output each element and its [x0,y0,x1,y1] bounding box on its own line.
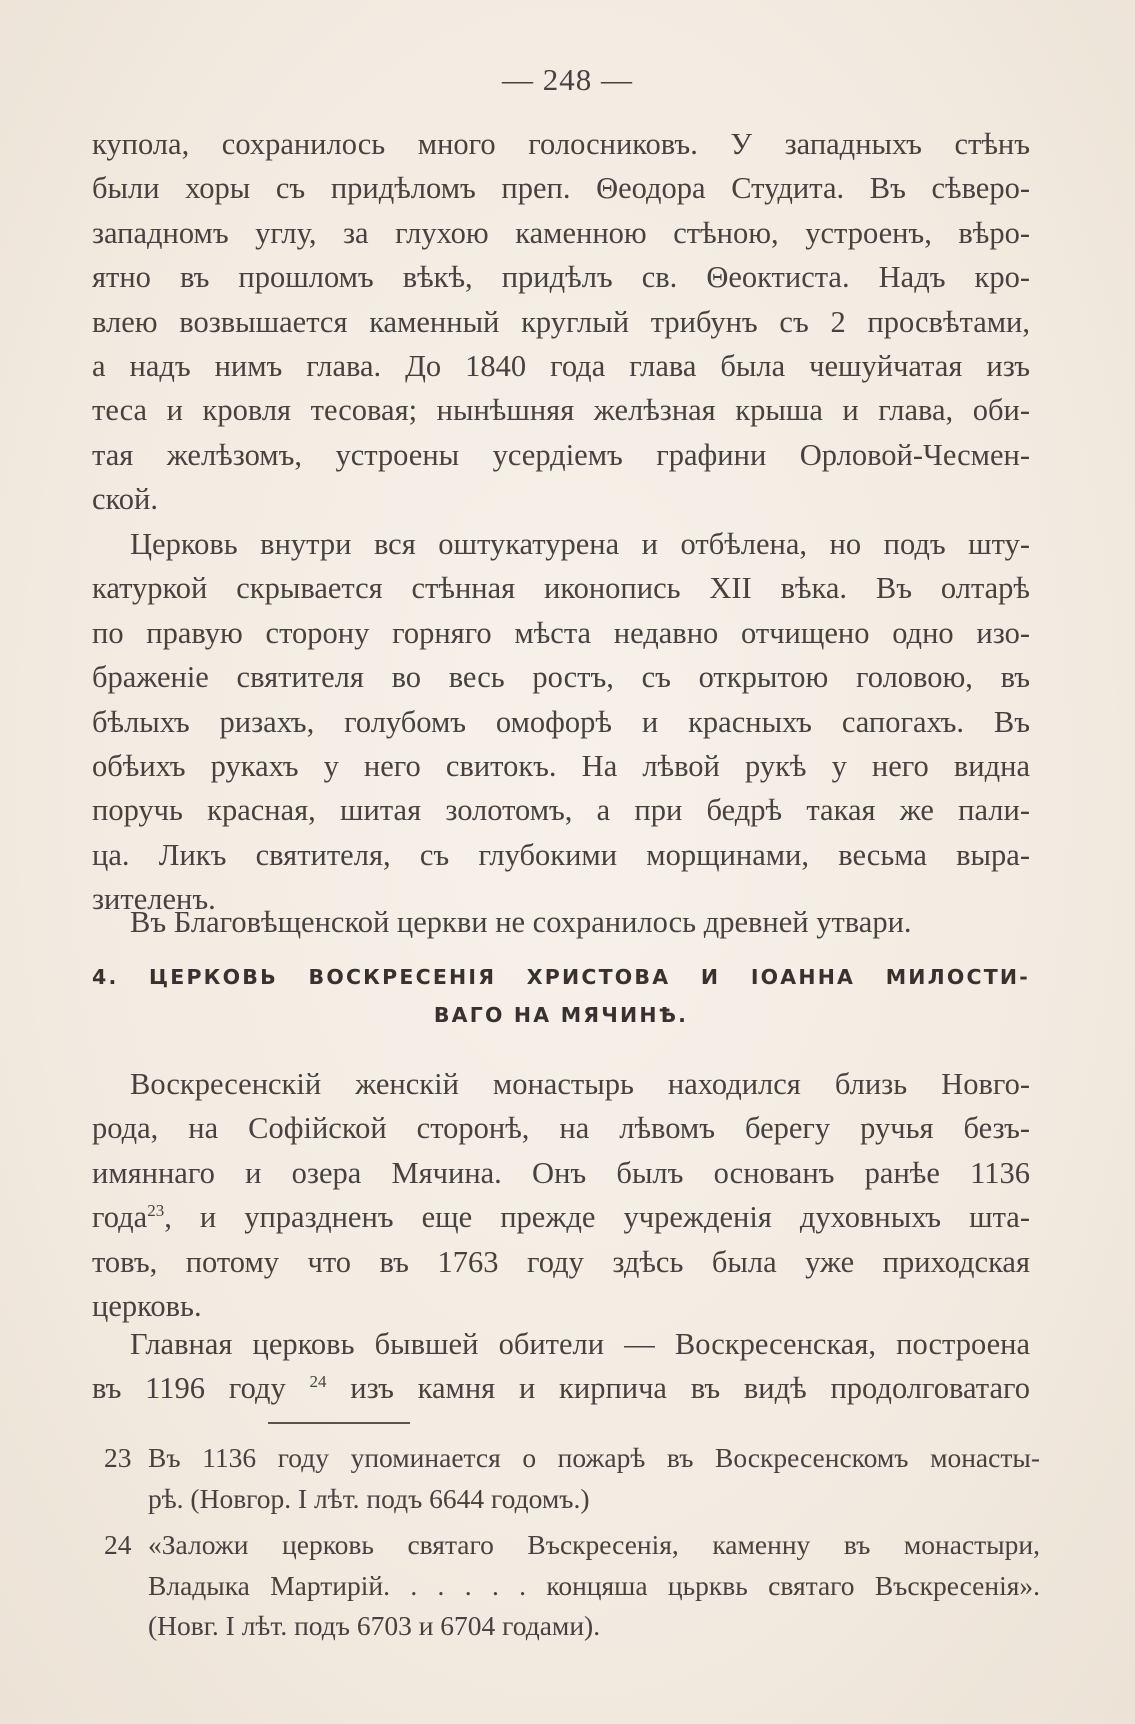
text-line: ятно въ прошломъ вѣкѣ, придѣлъ св. Θеоктиста. Надъ кро- [92,260,1030,295]
footnote-text: рѣ. (Новгор. I лѣт. подъ 6644 годомъ.) [148,1482,590,1514]
paragraph-3 [92,900,1030,944]
paragraph-2 [92,522,1030,922]
text-line [92,1366,1030,1410]
footnote-number: 23 [104,1442,132,1473]
text-line: имяннаго и озера Мячина. Онъ былъ основанъ ранѣе 1136 [92,1155,1030,1190]
section-heading-line: ВАГО НА МЯЧИНѢ. [433,1003,689,1027]
footnote-text: Владыка Мартирій. . . . . . концяша цьрквь святаго Въскресенія». [148,1569,1040,1601]
text-line: рода, на Софійской сторонѣ, на лѣвомъ берегу ручья безъ- [92,1111,1030,1146]
text-fragment: въ 1196 году [92,1371,310,1406]
text-line [92,1195,1030,1239]
text-fragment: изъ камня и кирпича въ видѣ продолговатаго [326,1371,1030,1406]
text-line: влею возвышается каменный круглый трибунъ съ 2 просвѣтами, [92,304,1030,339]
text-line: браженіе святителя во весь ростъ, съ открытою головою, въ [92,660,1030,695]
text-line: зителенъ. [92,882,216,917]
text-line: обѣихъ рукахъ у него свитокъ. На лѣвой рукѣ у него видна [92,748,1030,783]
text-line: были хоры съ придѣломъ преп. Θеодора Студита. Въ сѣверо- [92,171,1030,206]
footnote-text: Въ 1136 году упоминается о пожарѣ въ Воскресенскомъ монасты- [148,1442,1040,1473]
text-line: тая желѣзомъ, устроены усердіемъ графини Орловой-Чесмен- [92,437,1030,472]
footnote-text: (Новг. I лѣт. подъ 6703 и 6704 годами). [148,1610,601,1642]
text-line: теса и кровля тесовая; нынѣшняя желѣзная крыша и глава, оби- [92,393,1030,428]
text-line: а надъ нимъ глава. До 1840 года глава была чешуйчатая изъ [92,348,1030,383]
text-line: поручь красная, шитая золотомъ, а при бедрѣ такая же пали- [92,793,1030,828]
footnote-23 [104,1438,1040,1479]
text-line: купола, сохранилось много голосниковъ. У западныхъ стѣнъ [92,127,1030,161]
text-line: Главная церковь бывшей обители — Воскресенская, построена [130,1327,1030,1361]
paragraph-4 [92,1062,1030,1328]
text-line: товъ, потому что въ 1763 году здѣсь была уже приходская [92,1244,1030,1279]
footnote-ref: 23 [147,1201,165,1221]
text-line: Церковь внутри вся оштукатурена и отбѣлена, но подъ шту- [130,527,1030,561]
text-fragment: года [92,1200,148,1235]
footnote-24 [104,1525,1040,1566]
text-line: бѣлыхъ ризахъ, голубомъ омофорѣ и красныхъ сапогахъ. Въ [92,704,1030,739]
text-line: Воскресенскій женскій монастырь находился близь Новго- [130,1067,1030,1101]
text-line: ской. [92,482,159,517]
footnote-number: 24 [104,1529,132,1561]
footnote-ref: 24 [309,1372,327,1392]
text-line: ца. Ликъ святителя, съ глубокими морщинами, весьма выра- [92,837,1030,872]
text-fragment: , и упраздненъ еще прежде учрежденія духовныхъ шта- [164,1200,1030,1235]
footnotes [104,1438,1040,1647]
section-heading [92,958,1030,1034]
page-number: — 248 — [502,62,633,97]
text-line: Въ Благовѣщенской церкви не сохранилось древней утвари. [130,905,912,939]
text-line: церковь. [92,1288,202,1323]
footnote-text: «Заложи церковь святаго Въскресенія, каменну въ монастыри, [148,1529,1040,1561]
paragraph-1 [92,122,1030,522]
footnote-divider [268,1422,410,1424]
paragraph-5 [92,1322,1030,1411]
text-line: по правую сторону горняго мѣста недавно отчищено одно изо- [92,615,1030,650]
text-line: катуркой скрывается стѣнная иконопись XII вѣка. Въ олтарѣ [92,571,1030,606]
section-heading-line: 4. ЦЕРКОВЬ ВОСКРЕСЕНІЯ ХРИСТОВА И ІОАННА МИЛОСТИ- [92,965,1030,989]
text-line: западномъ углу, за глухою каменною стѣною, устроенъ, вѣро- [92,215,1030,250]
